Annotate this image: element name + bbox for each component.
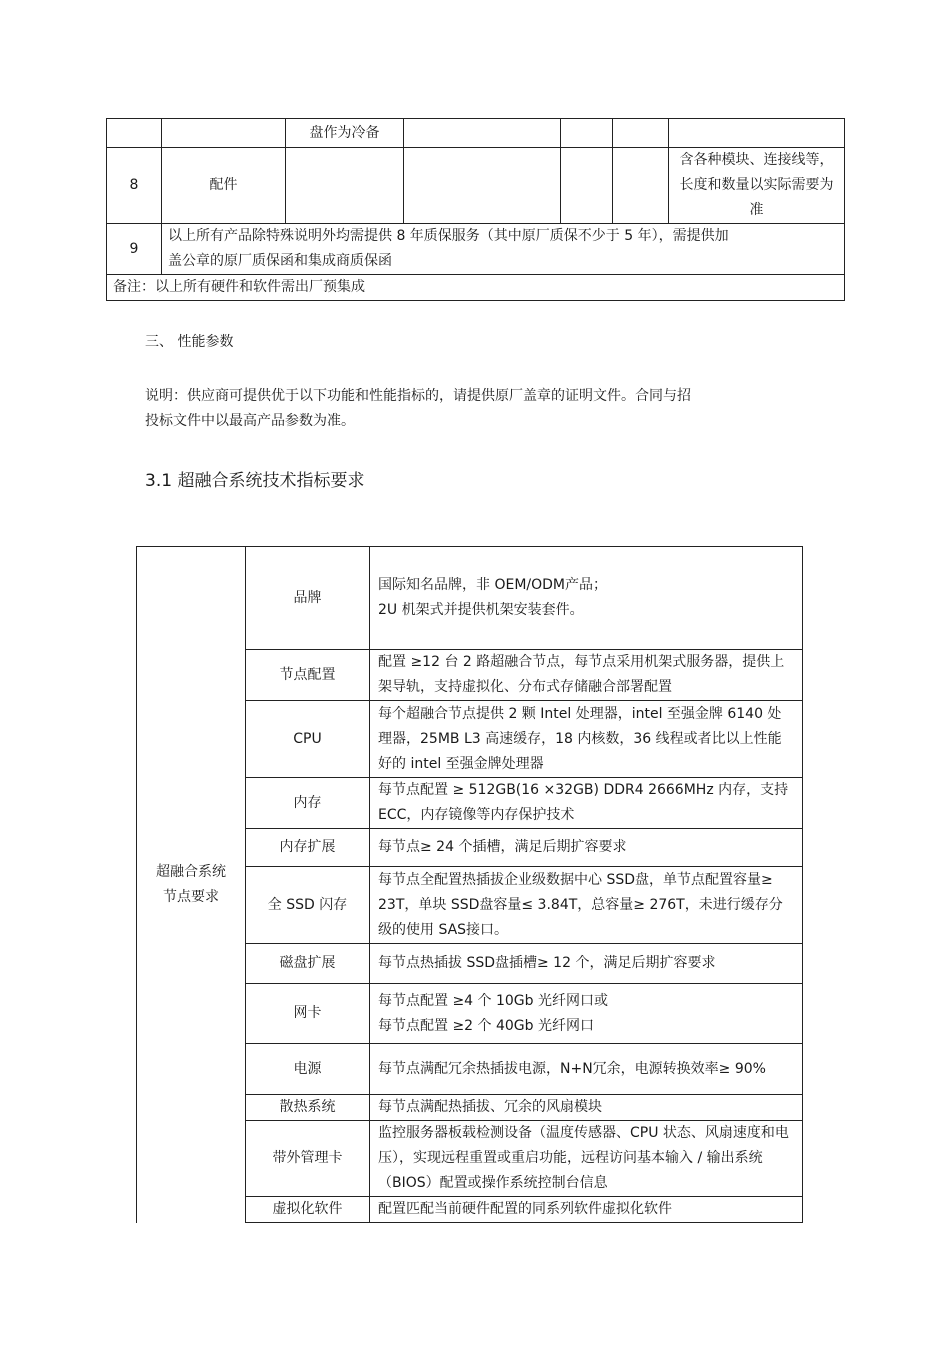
spec-value: 配置匹配当前硬件配置的同系列软件虚拟化软件 [370,1197,803,1223]
spec-label: 内存 [246,778,370,829]
table-row [107,119,845,148]
spec-value: 每节点配置 ≥ 512GB(16 ×32GB) DDR4 2666MHz 内存，支持 ECC，内存镜像等内存保护技术 [370,778,803,829]
spec-value: 国际知名品牌，非 OEM/ODM产品； 2U 机架式并提供机架安装套件。 [370,547,803,650]
spec-value: 每节点满配冗余热插拔电源，N+N冗余，电源转换效率≥ 90% [370,1044,803,1095]
item-name: 配件 [162,148,286,224]
spec-label: 散热系统 [246,1095,370,1121]
spec-value: 每节点热插拔 SSD盘插槽≥ 12 个，满足后期扩容要求 [370,944,803,984]
spec-value: 每节点全配置热插拔企业级数据中心 SSD盘，单节点配置容量≥ 23T，单块 SSD盘容量≤ 3.84T，总容量≥ 276T，未进行缓存分级的使用 SAS接口。 [370,867,803,944]
item-remark: 含各种模块、连接线等，长度和数量以实际需要为准 [669,148,845,224]
spec-label: 电源 [246,1044,370,1095]
table-row [107,275,845,301]
spec-label: 内存扩展 [246,829,370,867]
row-number: 8 [107,148,162,224]
footer-note: 备注：以上所有硬件和软件需出厂预集成 [107,275,845,301]
section-heading: 三、 性能参数 [145,334,234,350]
table-cell: 盘作为冷备 [286,119,404,148]
warranty-line: 以上所有产品除特殊说明外均需提供 8 年质保服务（其中原厂质保不少于 5 年），需提供加 [168,228,729,244]
spec-label: 带外管理卡 [246,1121,370,1197]
spec-value: 配置 ≥12 台 2 路超融合节点，每节点采用机架式服务器，提供上架导轨，支持虚拟化、分布式存储融合部署配置 [370,650,803,701]
spec-label: CPU [246,701,370,778]
spec-value: 每个超融合节点提供 2 颗 Intel 处理器，intel 至强金牌 6140 处理器，25MB L3 高速缓存，18 内核数，36 线程或者比以上性能好的 intel 至强金牌处理器 [370,701,803,778]
spec-label: 品牌 [246,547,370,650]
table-row [107,224,845,275]
spec-label: 网卡 [246,984,370,1044]
warranty-text [162,224,845,275]
spec-value: 每节点配置 ≥4 个 10Gb 光纤网口或 每节点配置 ≥2 个 40Gb 光纤网口 [370,984,803,1044]
group-label: 超融合系统 节点要求 [137,547,246,1223]
table-row [137,547,803,650]
notice-line: 说明：供应商可提供优于以下功能和性能指标的，请提供原厂盖章的证明文件。合同与招 [145,388,691,404]
spec-label: 虚拟化软件 [246,1197,370,1223]
notice-paragraph [145,384,765,434]
spec-label: 全 SSD 闪存 [246,867,370,944]
spec-value: 监控服务器板载检测设备（温度传感器、CPU 状态、风扇速度和电压），实现远程重置或重启功能，远程访问基本输入 / 输出系统（BIOS）配置或操作系统控制台信息 [370,1121,803,1197]
warranty-line: 盖公章的原厂质保函和集成商质保函 [168,253,392,269]
procurement-table [106,118,845,301]
subsection-title: 3.1 超融合系统技术指标要求 [145,471,365,491]
spec-label: 磁盘扩展 [246,944,370,984]
spec-label: 节点配置 [246,650,370,701]
spec-value: 每节点满配热插拔、冗余的风扇模块 [370,1095,803,1121]
row-number: 9 [107,224,162,275]
spec-table [136,546,803,1223]
spec-value: 每节点≥ 24 个插槽，满足后期扩容要求 [370,829,803,867]
table-row [107,148,845,224]
notice-line: 投标文件中以最高产品参数为准。 [145,413,355,429]
